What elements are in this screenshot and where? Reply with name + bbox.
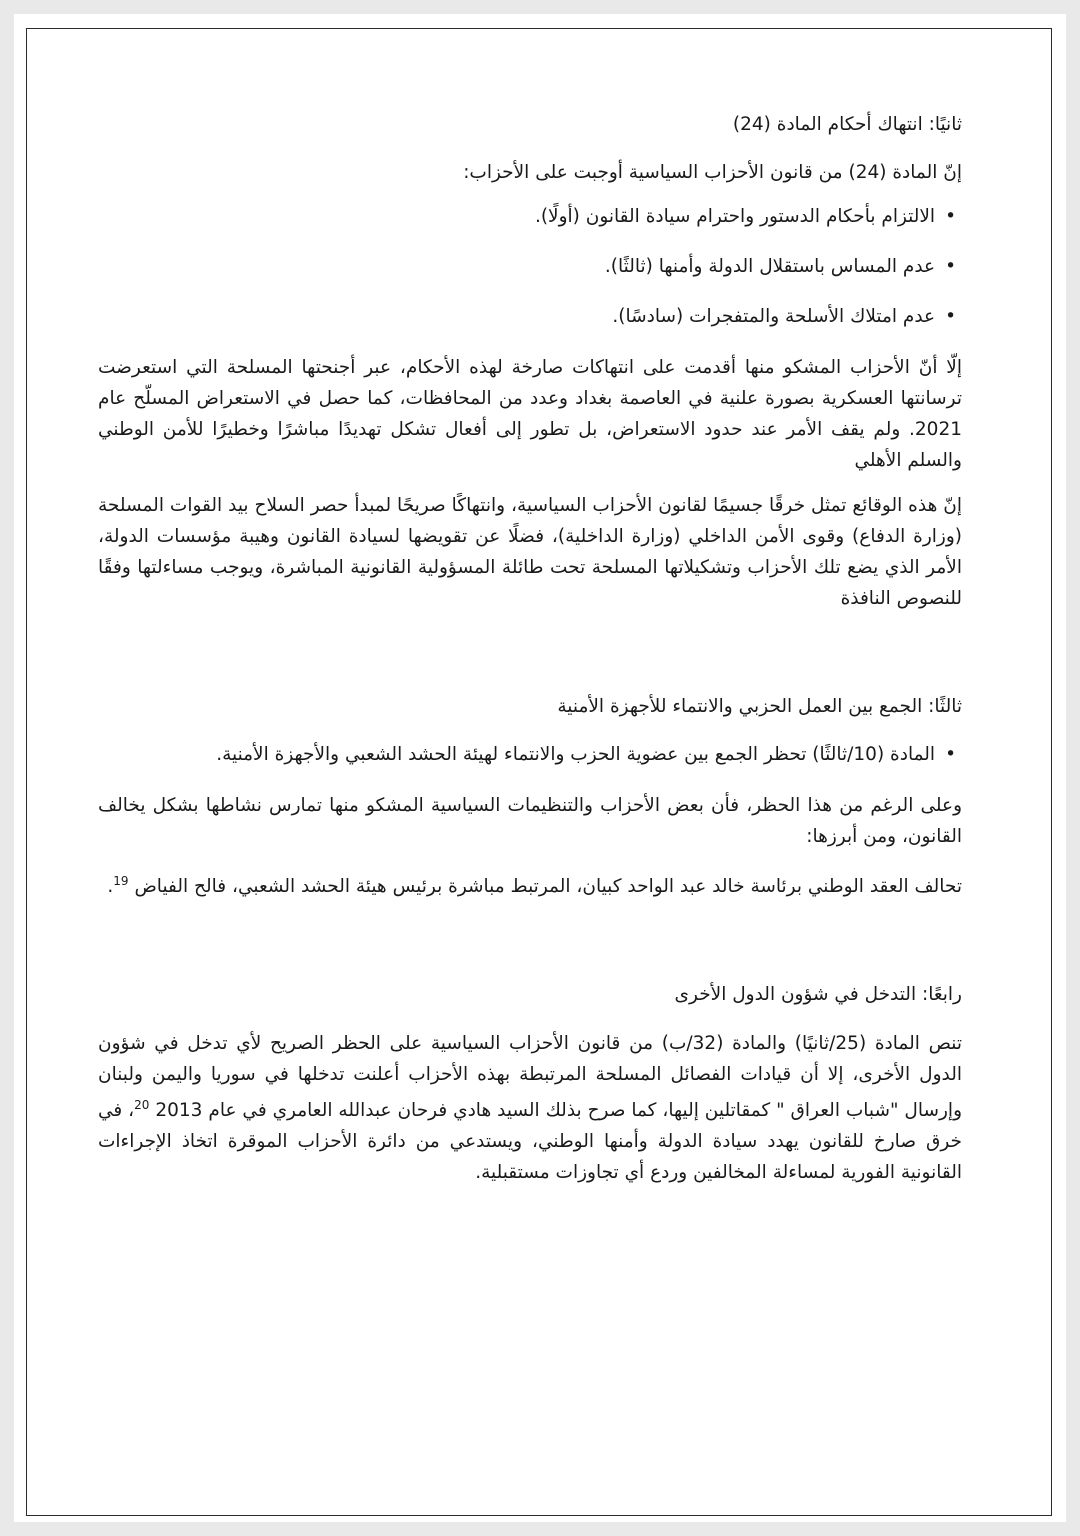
section-four-paragraph [98, 1028, 962, 1188]
list-item-text: عدم المساس باستقلال الدولة وأمنها (ثالثًا). [604, 256, 936, 277]
list-item [98, 252, 962, 282]
list-item [98, 302, 962, 332]
section-three-paragraph-2: تحالف العقد الوطني برئاسة خالد عبد الواحد كبيان، المرتبط مباشرة برئيس هيئة الحشد الشعبي، فالح الفياض $^{19}$. [107, 874, 962, 898]
section-two-paragraph-2: إنّ هذه الوقائع تمثل خرقًا جسيمًا لقانون الأحزاب السياسية، وانتهاكًا صريحًا لمبدأ حصر السلاح بيد القوات المسلحة (وزارة الدفاع) وقوى الأمن الداخلي (وزارة الداخلية)، فضلًا عن تقويضها لسيادة القانون وهيبة مؤسسات الدولة، الأمر الذي يضع تلك الأحزاب وتشكيلاتها المسلحة تحت طائلة المسؤولية القانونية المباشرة، ويوجب مساءلتها وفقًا للنصوص النافذة [98, 495, 962, 609]
bullet-icon: • [945, 744, 956, 765]
section-three-list [98, 740, 962, 770]
list-item-text: المادة (10/ثالثًا) تحظر الجمع بين عضوية الحزب والانتماء لهيئة الحشد الشعبي والأجهزة الأمنية. [216, 744, 936, 765]
section-two-heading: ثانيًا: انتهاك أحكام المادة (24) [732, 114, 962, 135]
paragraph-text: تنص المادة (25/ثانيًا) والمادة (32/ب) من قانون الأحزاب السياسية على الحظر الصريح لأي تدخل في شؤون الدول الأخرى، إلا أن قيادات الفصائل المسلحة المرتبطة بهذه الأحزاب أعلنت تدخلها في سوريا واليمن ولبنان وإرسال "شباب العراق " كمقاتلين إليها، كما صرح بذلك السيد هادي فرحان عبدالله العامري في عام 2013 [98, 1033, 963, 1122]
bullet-icon: • [945, 306, 956, 327]
document-body [98, 110, 962, 1202]
list-item [98, 740, 962, 770]
section-two-intro: إنّ المادة (24) من قانون الأحزاب السياسية أوجبت على الأحزاب: [463, 162, 962, 183]
paragraph-text: ، في خرق صارخ للقانون يهدد سيادة الدولة وأمنها الوطني، ويستدعي من دائرة الأحزاب الموقرة اتخاذ الإجراءات القانونية الفورية لمساءلة المخالفين وردع أي تجاوزات مستقبلية. [98, 1100, 962, 1184]
bullet-icon: • [945, 206, 956, 227]
section-spacer [98, 628, 962, 692]
footnote-ref[interactable]: 20 [134, 1098, 150, 1113]
section-four-heading: رابعًا: التدخل في شؤون الدول الأخرى [674, 984, 962, 1006]
section-two-paragraph-1: إلّا أنّ الأحزاب المشكو منها أقدمت على انتهاكات صارخة لهذه الأحكام، عبر أجنحتها المسلحة التي استعرضت ترسانتها العسكرية بصورة علنية في العاصمة بغداد وعدد من المحافظات، كما حصل في الاستعراض المسلّح عام 2021. ولم يقف الأمر عند حدود الاستعراض، بل تطور إلى أفعال تشكل تهديدًا مباشرًا وخطيرًا للأمن الوطني والسلم الأهلي [98, 357, 962, 471]
bullet-icon: • [945, 256, 956, 277]
document-page [14, 14, 1066, 1522]
paragraph-text: تحالف العقد الوطني برئاسة خالد عبد الواحد كبيان، المرتبط مباشرة برئيس هيئة الحشد الشعبي، فالح الفياض [134, 876, 962, 898]
footnote-ref[interactable]: 19 [113, 874, 129, 888]
section-three-paragraph-1: وعلى الرغم من هذا الحظر، فأن بعض الأحزاب والتنظيمات السياسية المشكو منها تمارس نشاطها بشكل يخالف القانون، ومن أبرزها: [98, 795, 962, 847]
section-two-list [98, 202, 962, 332]
section-three-heading: ثالثًا: الجمع بين العمل الحزبي والانتماء للأجهزة الأمنية [557, 696, 962, 717]
list-item [98, 202, 962, 232]
section-spacer [98, 916, 962, 980]
list-item-text: عدم امتلاك الأسلحة والمتفجرات (سادسًا). [612, 306, 936, 327]
list-item-text: الالتزام بأحكام الدستور واحترام سيادة القانون (أولًا). [534, 206, 936, 227]
